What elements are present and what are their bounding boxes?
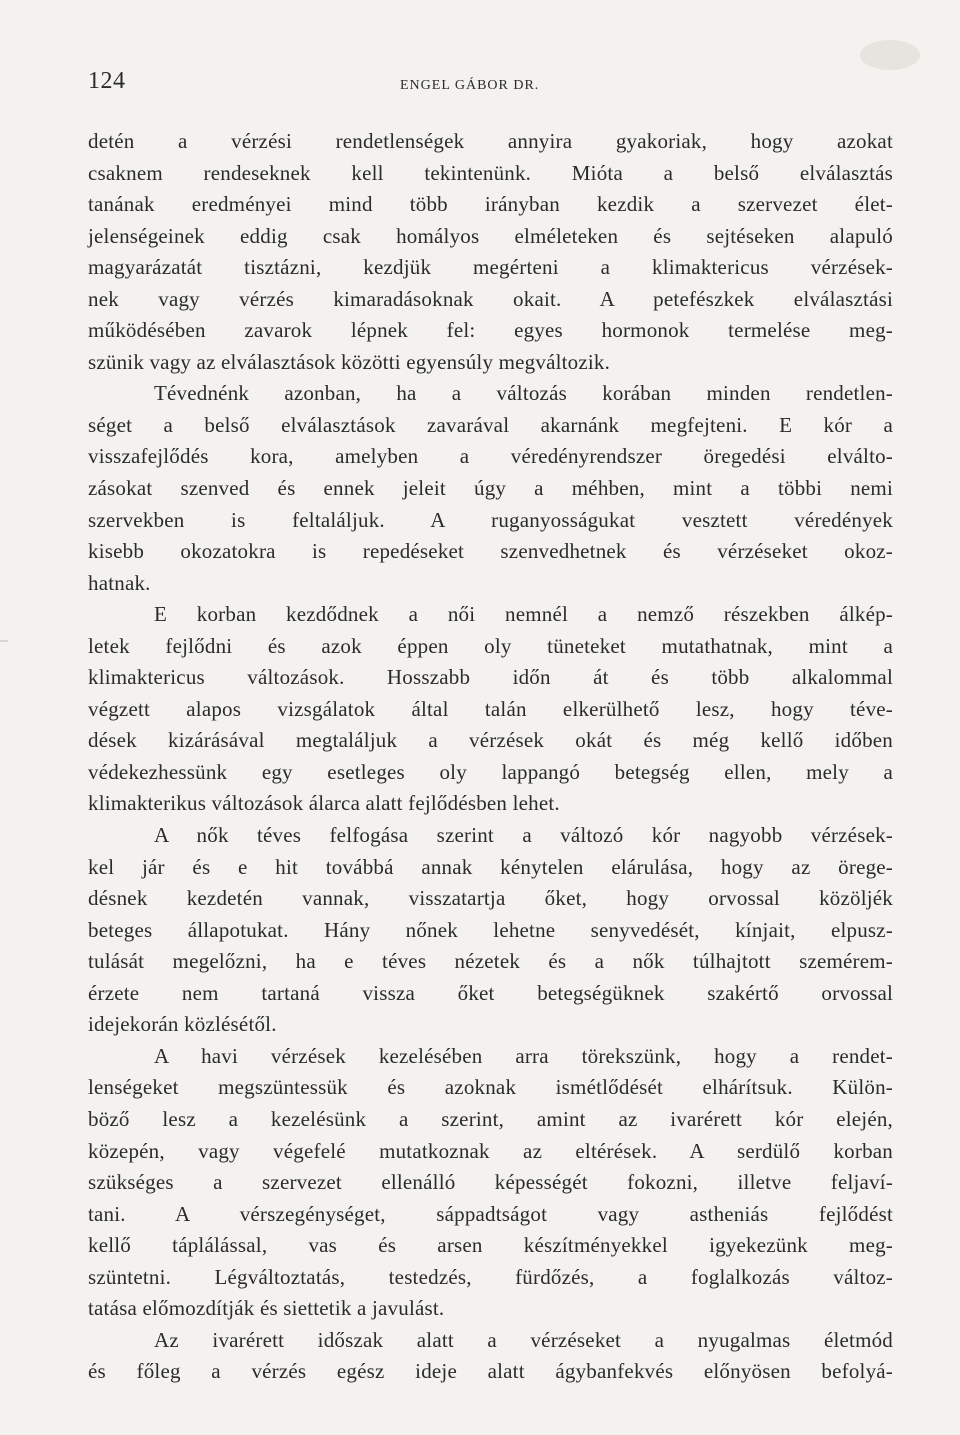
text-line: böző lesz a kezelésünk a szerint, amint az ivarérett kór elején, [88, 1106, 893, 1131]
text-line: hatnak. [88, 570, 151, 595]
text-line: A havi vérzések kezelésében arra törekszünk, hogy a rendet- [154, 1043, 893, 1068]
text-line: szünik vagy az elválasztások közötti egyensúly megváltozik. [88, 349, 611, 374]
text-line: zásokat szenved és ennek jeleit úgy a méhben, mint a többi nemi [88, 476, 893, 501]
text-line: E korban kezdődnek a női nemnél a nemző részekben álkép- [154, 602, 893, 627]
text-line: szervekben is feltaláljuk. A ruganyosságukat vesztett véredények [88, 507, 893, 532]
text-line: letek fejlődni és azok éppen oly tüneteket mutathatnak, mint a [88, 633, 893, 658]
text-line: Tévednénk azonban, ha a változás korában minden rendetlen- [154, 381, 893, 406]
text-line: tulását megelőzni, ha e téves nézetek és a nők túlhajtott szemérem- [88, 949, 893, 974]
text-line: kisebb okozatokra is repedéseket szenvedhetnek és vérzéseket okoz- [88, 539, 893, 564]
text-line: beteges állapotukat. Hány nőnek lehetne senyvedését, kínjait, elpusz- [88, 917, 893, 942]
text-line: szüntetni. Légváltoztatás, testedzés, fürdőzés, a foglalkozás változ- [88, 1264, 893, 1289]
text-line: kellő táplálással, vas és arsen készítményekkel igyekezünk meg- [88, 1233, 893, 1258]
text-line: Az ivarérett időszak alatt a vérzéseket a nyugalmas életmód [154, 1327, 893, 1352]
running-head [88, 68, 888, 104]
text-line: magyarázatát tisztázni, kezdjük megérteni a klimaktericus vérzések- [88, 255, 893, 280]
text-line: lenségeket megszüntessük és azoknak ismétlődését elhárítsuk. Külön- [88, 1075, 893, 1100]
text-line: idejekorán közlésétől. [88, 1012, 277, 1037]
text-line: klimaktericus változások. Hosszabb időn át és több alkalommal [88, 665, 893, 690]
text-line: klimakterikus változások álarca alatt fejlődésben lehet. [88, 791, 560, 816]
text-line: detén a vérzési rendetlenségek annyira gyakoriak, hogy azokat [88, 129, 893, 153]
text-line: közepén, vagy végefelé mutatkoznak az eltérések. A serdülő korban [88, 1138, 893, 1163]
text-line: visszafejlődés kora, amelyben a véredényrendszer öregedési elválto- [88, 444, 893, 469]
text-line: kel jár és e hit továbbá annak kénytelen elárulása, hogy az örege- [88, 854, 893, 879]
text-line: és főleg a vérzés egész ideje alatt ágybanfekvés előnyösen befolyá- [88, 1359, 893, 1384]
text-line: A nők téves felfogása szerint a változó kór nagyobb vérzések- [154, 823, 893, 848]
body-text [88, 126, 893, 1388]
text-line: nek vagy vérzés kimaradásoknak okait. A petefészkek elválasztási [88, 286, 893, 311]
text-line: védekezhessünk egy esetleges oly lappangó betegség ellen, mely a [88, 759, 893, 784]
text-line: szükséges a szervezet ellenálló képességét fokozni, illetve feljaví- [88, 1170, 893, 1195]
text-line: jelenségeinek eddig csak homályos elméleteken és sejtéseken alapuló [88, 223, 893, 248]
text-line: csaknem rendeseknek kell tekintenünk. Mióta a belső elválasztás [88, 160, 893, 185]
text-line: dések kizárásával megtaláljuk a vérzések okát és még kellő időben [88, 728, 893, 753]
text-line: tatása előmozdítják és siettetik a javulást. [88, 1296, 445, 1321]
edge-mark [0, 640, 8, 642]
text-line: végzett alapos vizsgálatok által talán elkerülhető lesz, hogy téve- [88, 696, 893, 721]
text-line: érzete nem tartaná vissza őket betegségüknek szakértő orvossal [88, 980, 893, 1005]
page-number: 124 [88, 68, 126, 94]
text-line: tani. A vérszegénységet, sáppadtságot vagy astheniás fejlődést [88, 1201, 893, 1226]
scan-stain [860, 40, 920, 70]
text-line: működésében zavarok lépnek fel: egyes hormonok termelése meg- [88, 318, 893, 343]
running-head-author: ENGEL GÁBOR DR. [400, 78, 540, 93]
text-line: tanának eredményei mind több irányban kezdik a szervezet élet- [88, 192, 893, 217]
text-line: séget a belső elválasztások zavarával akarnánk megfejteni. E kór a [88, 412, 893, 437]
text-line: désnek kezdetén vannak, visszatartja őket, hogy orvossal közöljék [88, 886, 893, 911]
